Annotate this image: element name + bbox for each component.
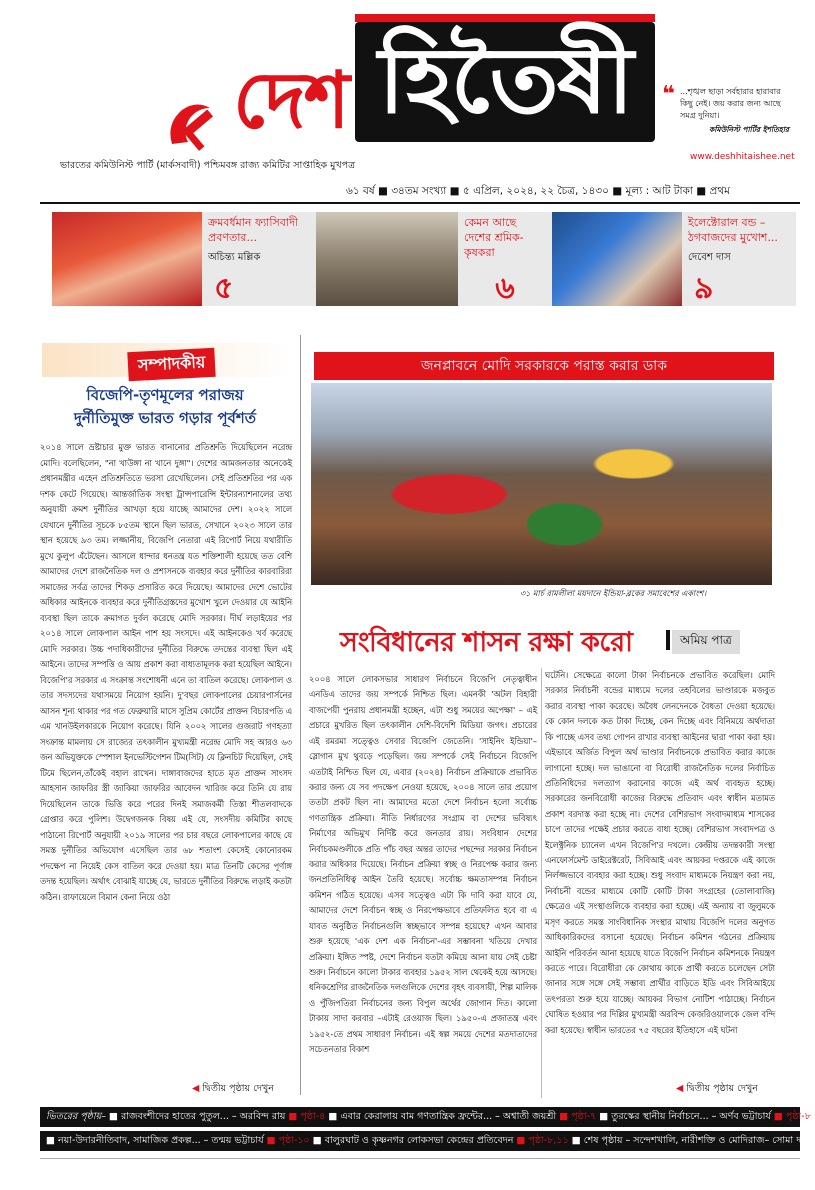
strip1-item[interactable]: ভিতরের পৃষ্ঠায়– xyxy=(46,1111,106,1122)
column-divider xyxy=(300,335,301,1095)
teaser-2-headline: কেমন আছে দেশের শ্রমিক-কৃষকরা xyxy=(464,216,524,259)
lead-headline: সংবিধানের শাসন রক্ষা করো xyxy=(340,627,633,658)
quote-mark-icon: ❝ xyxy=(662,82,675,107)
lead-continued[interactable] xyxy=(676,1082,758,1097)
column-divider xyxy=(541,668,542,1098)
issue-info: ৬১ বর্ষ ■ ৩৪তম সংখ্যা ■ ৫ এপ্রিল, ২০২৪, ২২ চৈত্র, ১৪৩০ ■ মূল্য : আট টাকা ■ প্রথম xyxy=(346,185,730,197)
strip2-item[interactable]: ■ নয়া-উদারনীতিবাদ, সামাজিক প্রকল্প... – তন্ময় ভট্টাচার্য xyxy=(46,1135,267,1146)
rally-photo xyxy=(311,383,772,585)
inside-pages-strip-1 xyxy=(40,1107,811,1127)
teaser-3-author: দেবেশ দাস xyxy=(688,251,731,263)
editorial-title xyxy=(40,384,290,431)
teaser-3-headline: ইলেক্টোরাল বন্ড – ঠগবাজদের মুখোশ... xyxy=(688,216,778,244)
teaser-3[interactable] xyxy=(682,212,796,306)
teaser-3-page: ৯ xyxy=(694,271,714,306)
divider xyxy=(40,1158,800,1159)
teaser-1-author: অচিন্ত্য মল্লিক xyxy=(208,251,261,263)
strip1-item[interactable]: ■ তুরস্কের স্থানীয় নির্বাচনে... – অর্ণব ভট্টাচার্য xyxy=(596,1111,774,1122)
hammer-sickle-icon xyxy=(162,96,222,156)
strip1-page: ■ পৃষ্ঠা-৭ xyxy=(559,1111,597,1122)
inside-pages-strip-2 xyxy=(40,1131,810,1151)
masthead-title-part1: দেশ xyxy=(233,56,348,146)
strip1-item[interactable]: ■ রাজবংশীদের হাতের পুতুল... – অরবিন্দ রায় xyxy=(105,1111,289,1122)
strip1-page: ■ পৃষ্ঠা-৪ xyxy=(288,1111,326,1122)
strip1-page: ■ পৃষ্ঠা-৮ xyxy=(773,1111,811,1122)
editorial-continued-text: দ্বিতীয় পৃষ্ঠায় দেখুন xyxy=(202,1083,274,1094)
photo-headline: জনপ্লাবনে মোদি সরকারকে পরাস্ত করার ডাক xyxy=(314,352,774,380)
lead-continued-text: দ্বিতীয় পৃষ্ঠায় দেখুন xyxy=(686,1083,758,1094)
arrow-icon: ◀ xyxy=(676,1083,687,1094)
arrow-icon: ◀ xyxy=(192,1083,203,1094)
lead-author: অমিয় পাত্র xyxy=(672,630,740,654)
editorial-label: সম্পাদকীয় xyxy=(127,348,216,382)
teaser-2-page: ৬ xyxy=(495,271,515,306)
strip2-item[interactable]: ■ শেষ পৃষ্ঠায় – সন্দেশখালি, নারীশক্তি ও মোদিরাজ– সোমা দাশ xyxy=(568,1135,810,1146)
lead-column-right: ঘটেনি। সেক্ষেত্রে কালো টাকা নির্বাচনকে প্রভাবিত করেছিল। মোদি সরকার নির্বাচনী বন্ডের মাধ্যমে দলের তহবিলের ভাণ্ডারকে মজবুত করার ব্যবস্থা পাকা করেছে। অবৈধ লেনদেনকে বৈধতা দেওয়া হয়েছে। কে কোন দলকে কত টাকা দিচ্ছে, কেন দিচ্ছে এবং বিনিময়ে অর্থদাতা কি পাচ্ছে এসব তথ্য গোপন রাখার ব্যবস্থা আইনের দ্বারা পাকা করা হয়। এইভাবে অর্জিত বিপুল অর্থ ভাণ্ডার নির্বাচনকে প্রভাবিত করার কাজে লাগানো হচ্ছে। দল ভাঙানো বা বিরোধী রাজনৈতিক দলের নির্বাচিত প্রতিনিধিদের দলত্যাগ করানোর কাজে এই অর্থ ব্যবহৃত হচ্ছে। সরকারের জনবিরোধী কাজের বিরুদ্ধে প্রতিবাদ এবং স্বাধীন মতামত প্রকাশ বরদাস্ত করা হচ্ছে না। দেশের বেশিরভাগ সংবাদমাধ্যম শাসকের চাপে তাদের পক্ষেই প্রচার করতে বাধ্য হচ্ছে। বেশিরভাগ সংবাদপত্র ও ইলেক্ট্রনিক চ্যানেল এখন বিজেপি'র দখলে। কেন্দ্রীয় তদন্তকারী সংস্থা এনফোর্সমেন্ট ডাইরেক্টরেট, সিবিআই এবং আয়কর দপ্তরকে এই কাজে নির্লজ্জভাবে ব্যবহার করা হচ্ছে। শুধু সংবাদ মাধ্যমকে নিয়ন্ত্রণ করা নয়, নির্বাচনী বন্ডের মাধ্যমে কোটি কোটি টাকা সংগ্রহের (তোলাবাজি) ক্ষেত্রেও এই সংস্থাগুলিকে ব্যবহার করা হচ্ছে। এই অন্যায় বা জুলুমকে মসৃণ করতে সমস্ত সাংবিধানিক সংস্থার মাথায় বিজেপি দলের অনুগত আধিকারিকদের বসানো হয়েছে। নির্বাচন কমিশন গঠনের প্রক্রিয়ায় আইনি পরিবর্তন আনা হয়েছে যাতে বিজেপি নির্বাচন কমিশনকে নিয়ন্ত্রণ করতে পারে। বিরোধীরা কে কোথায় কাকে প্রার্থী করতে চলেছেন সেটা জানার সঙ্গে সঙ্গে সেই সম্ভাব্য প্রার্থীর বাড়িতে ইডি এবং সিবিআইয়ে তৎপরতা শুরু হয়ে যাচ্ছে। আয়কর বিভাগ নোটিশ পাঠাচ্ছে। নির্বাচন ঘোষিত হওয়ার পর দিল্লির মুখ্যমন্ত্রী অরবিন্দ কেজরিওয়ালকে জেল বন্দি করা হয়েছে। স্বাধীন ভারতের ৭৫ বছরের ইতিহাসে এই ঘটনা xyxy=(545,670,775,1035)
editorial-title-line1: বিজেপি-তৃণমূলের পরাজয় xyxy=(86,386,244,404)
masthead-subline: ভারতের কমিউনিস্ট পার্টি (মার্কসবাদী) পশ্চিমবঙ্গ রাজ্য কমিটির সাপ্তাহিক মুখপত্র xyxy=(60,160,356,171)
teaser-3-image[interactable] xyxy=(552,212,682,306)
quote-text: ...শৃঙ্খল ছাড়া সর্বহারার হারাবার কিছু নেই। জয় করার জন্য আছে সমগ্র দুনিয়া। xyxy=(680,87,781,120)
strip2-page: ■ পৃষ্ঠা-১০ xyxy=(266,1135,310,1146)
teaser-1-image[interactable] xyxy=(52,212,202,306)
strip1-item[interactable]: ■ এবার কেরালায় বাম গণতান্ত্রিক ফ্রন্টের... – অশ্বাতী জয়শ্রী xyxy=(325,1111,560,1122)
teaser-2-image[interactable] xyxy=(316,212,458,306)
website-link[interactable]: www.deshhitaishee.net xyxy=(690,152,795,162)
teaser-2[interactable] xyxy=(458,212,552,306)
teaser-1-page: ৫ xyxy=(214,271,234,306)
teaser-1[interactable] xyxy=(202,212,316,306)
masthead-quote xyxy=(662,82,789,152)
editorial-continued[interactable] xyxy=(192,1082,274,1097)
editorial-body: ২০১৪ সালে ভ্রষ্টাচার মুক্ত ভারত বানানোর প্রতিশ্রুতি দিয়েছিলেন নরেন্দ্র মোদি। বলেছিলেন, "না খাউঙ্গা না খানে দুঙ্গা"। দেশের আমজনতার অনেকেই প্রধানমন্ত্রীর এহেন প্রতিশ্রুতিতে ভরসা রেখেছিলেন। সেই প্রতিশ্রুতির পর এক দশক কেটে গিয়েছে। আন্তর্জাতিক সংস্থা ট্রান্সপারেন্সি ইন্টারন্যাশনালের তথ্য অনুযায়ী ক্রমশ দুর্নীতির আখড়া হয়ে যাচ্ছে আমাদের দেশ। ২০২২ সালে যেখানে দুর্নীতির সূচকে ৮৫তম স্থানে ছিল ভারত, সেখানে ২০২৩ সালে তার স্থান হয়েছে ৯৩ তম। লজ্জানীয়, বিজেপি নেতারা এই রিপোর্ট নিয়ে যথারীতি মুখে কুলুপ এঁটেছেন। আসলে ধান্দার ধনতন্ত্র যত শক্তিশালী হয়েছে তত বেশি আমাদের দেশে রাজনৈতিক দল ও প্রশাসনকে ব্যবহার করে দুর্নীতির কারবারিরা সমাজের সর্বত্র তাদের শিকড় প্রসারিত করে দিয়েছে। আমাদের দেশে ভোটের অধিকার আইনকে ব্যবহার করে দুর্নীতিগ্রস্তদের মুখোশ খুলে দেওয়ার যে আইনি ব্যবস্থা ছিল তাকে ক্রমাগত দুর্বল করেছে মোদি সরকার। দীর্ঘ লড়াইয়ের পর ২০১৪ সালে লোকপাল আইন পাশ হয় সংসদে। এই আইনকেও খর্ব করেছে মোদি সরকার। উচ্চ পদাধিকারীদের দুর্নীতির বিরুদ্ধে তদন্তের ব্যবস্থা ছিল এই আইনে। তাদের সম্পত্তি ও আয় প্রকাশ করা বাধ্যতামূলক করা হয়েছিল আইনে। বিজেপি'র সরকার এ সংক্রান্ত সংশোধনী এনে তা বাতিল করেছে। লোকপাল ও তার সদস্যদের যথাসময়ে নিয়োগ হয়নি। দু'বছর লোকপালের চেয়ারপার্সনের আসন শূন্য থাকার পর গত ফেব্রুয়ারি মাসে সুপ্রিম কোর্টের প্রাক্তন বিচারপতি এ এম খানউইলকারকে নিয়োগ করেছে। যিনি ২০০২ সালের গুজরাট গণহত্যা সংক্রান্ত মামলায় সে রাজ্যের তৎকালীন মুখ্যমন্ত্রী নরেন্দ্র মোদি সহ আরও ৬৩ জন অভিযুক্তকে স্পেশাল ইনভেস্টিগেশন টিম(সিট) যে ক্লিনচিট দিয়েছিল, সেই টিমে ছিলেন,তাঁকেই বহাল রাখেন। দাঙ্গাবাজদের হাতে মৃত প্রাক্তন সাংসদ আহসান জাফরির স্ত্রী জাকিয়া জাফরির আবেদন খারিজ করে তিনি যে রায় দিয়েছিলেন তাকে ভিত্তি করে পরের দিনই সমাজকর্মী তিস্তা শীতলবাদকে গ্রেপ্তার করে পুলিশ। উদ্বেগজনক বিষয় এই যে, সংসদীয় কমিটির কাছে পাঠানো রিপোর্ট অনুযায়ী ২০১৯ সালের পর চার বছরে লোকপালের কাছে যে সমস্ত দুর্নীতির অভিযোগ এসেছিল তার ৬৮ শতাংশ কেসেই কোনোরকম পদক্ষেপ না নিয়েই কেস বাতিল করে দেওয়া হয়। মাত্র তিনটি কেসের পূর্ণাঙ্গ তদন্ত হয়েছিল। অর্থাৎ বোঝাই যাচ্ছে যে, ভারতে দুর্নীতির বিরুদ্ধে লড়াই কতটা কঠিন। রাফায়েলে বিমান কেনা নিয়ে ওঠা xyxy=(40,442,292,902)
divider xyxy=(40,202,800,204)
masthead xyxy=(0,0,815,180)
quote-source: কমিউনিস্ট পার্টির ইশতিহার xyxy=(708,125,789,134)
byline-marker xyxy=(666,630,670,650)
strip2-item[interactable]: ■ বালুরঘাট ও কৃষ্ণনগর লোকসভা কেন্দ্রের প্রতিবেদন xyxy=(309,1135,517,1146)
masthead-title-part2: হিতৈষী xyxy=(355,22,655,142)
teaser-1-headline: ক্রমবর্ধমান ফ্যাসিবাদী প্রবণতার... xyxy=(208,216,299,244)
photo-caption: ৩১ মার্চ রামলীলা ময়দানে ইন্ডিয়া-ব্লকের সমাবেশের একাংশ। xyxy=(520,589,707,598)
editorial-title-line2: দুর্নীতিমুক্ত ভারত গড়ার পূর্বশর্ত xyxy=(73,409,257,428)
lead-column-left: ২০০৪ সালে লোকসভার সাধারণ নির্বাচনে বিজেপি নেতৃত্বাধীন এনডিএ তাদের জয় সম্পর্কে নিশ্চিত ছিল। এমনকী 'অটল বিহারী বাজপেয়ী পুনরায় প্রধানমন্ত্রী হচ্ছেন, এটা শুধু সময়ের অপেক্ষা' – এই প্রচারে মুখরিত ছিল তৎকালীন দেশি-বিদেশি মিডিয়া জগৎ। প্রচারের এই রমরমা সত্ত্বেও সেবার বিজেপি জেতেনি। 'সাইনিং ইন্ডিয়া'– স্লোগান মুখ থুবড়ে পড়েছিল। জয় সম্পর্কে সেই নির্বাচনে বিজেপি এতটাই নিশ্চিত ছিল যে, এবার (২০২৪) নির্বাচন প্রক্রিয়াকে প্রভাবিত করার জন্য যে সব পদক্ষেপ নেওয়া হয়েছে, ২০০৪ সালে তার প্রয়োগ ততটা প্রকট ছিল না। আমাদের মতো দেশে নির্বাচন হলো সর্বোচ্চ গণতান্ত্রিক প্রক্রিয়া। নীতি নির্ধারণের সংগ্রাম বা দেশের ভবিষ্যৎ নির্মাণের অভিমুখ নির্দিষ্ট করে জনতার রায়। সংবিধান দেশের নির্বাচকমণ্ডলীকে প্রতি পাঁচ বছর অন্তর তাদের পছন্দের সরকার নির্বাচন করার অধিকার দিয়েছে। নির্বাচন প্রক্রিয়া স্বচ্ছ ও নিরপেক্ষ করার জন্য জনপ্রতিনিধিত্ব আইন তৈরি হয়েছে। সর্বোচ্চ ক্ষমতাসম্পন্ন নির্বাচন কমিশন গঠিত হয়েছে। এসব সত্ত্বেও এটা কি দাবি করা যাবে যে, আমাদের দেশে নির্বাচন স্বচ্ছ ও নিরপেক্ষভাবে প্রতিফলিত হবে বা এ যাবত অনুষ্ঠিত নির্বাচনগুলি স্বচ্ছভাবে সম্পন্ন হয়েছে? এখন আবার শুরু হয়েছে 'এক দেশ এক নির্বাচন'-এর সম্ভাবনা খতিয়ে দেখার প্রক্রিয়া। ইঙ্গিত স্পষ্ট, দেশে নির্বাচন যতটা কমিয়ে আনা যায় সেই চেষ্টা শুরু। নির্বাচনে কালো টাকার ব্যবহার ১৯৫২ সাল থেকেই হয়ে আসছে। ধনিকশ্রেণির রাজনৈতিক দলগুলিকে দেশের বৃহৎ ব্যবসায়ী, শিল্প মালিক ও পুঁজিপতিরা নির্বাচনের জন্য বিপুল অর্থের জোগান দিত। কালো টাকায় সাদা করবার –এটাই রেওয়াজ ছিল। ১৯৫০-এ প্রজাতন্ত্র এবং ১৯৫২-তে প্রথম সাধারণ নির্বাচন। এই স্বল্প সময়ে দেশের মতদাতাদের সচেতনতার বিকাশ xyxy=(309,674,537,1055)
strip2-page: ■ পৃষ্ঠা-৮,১১ xyxy=(516,1135,569,1146)
masthead-accent-bar xyxy=(355,14,655,22)
